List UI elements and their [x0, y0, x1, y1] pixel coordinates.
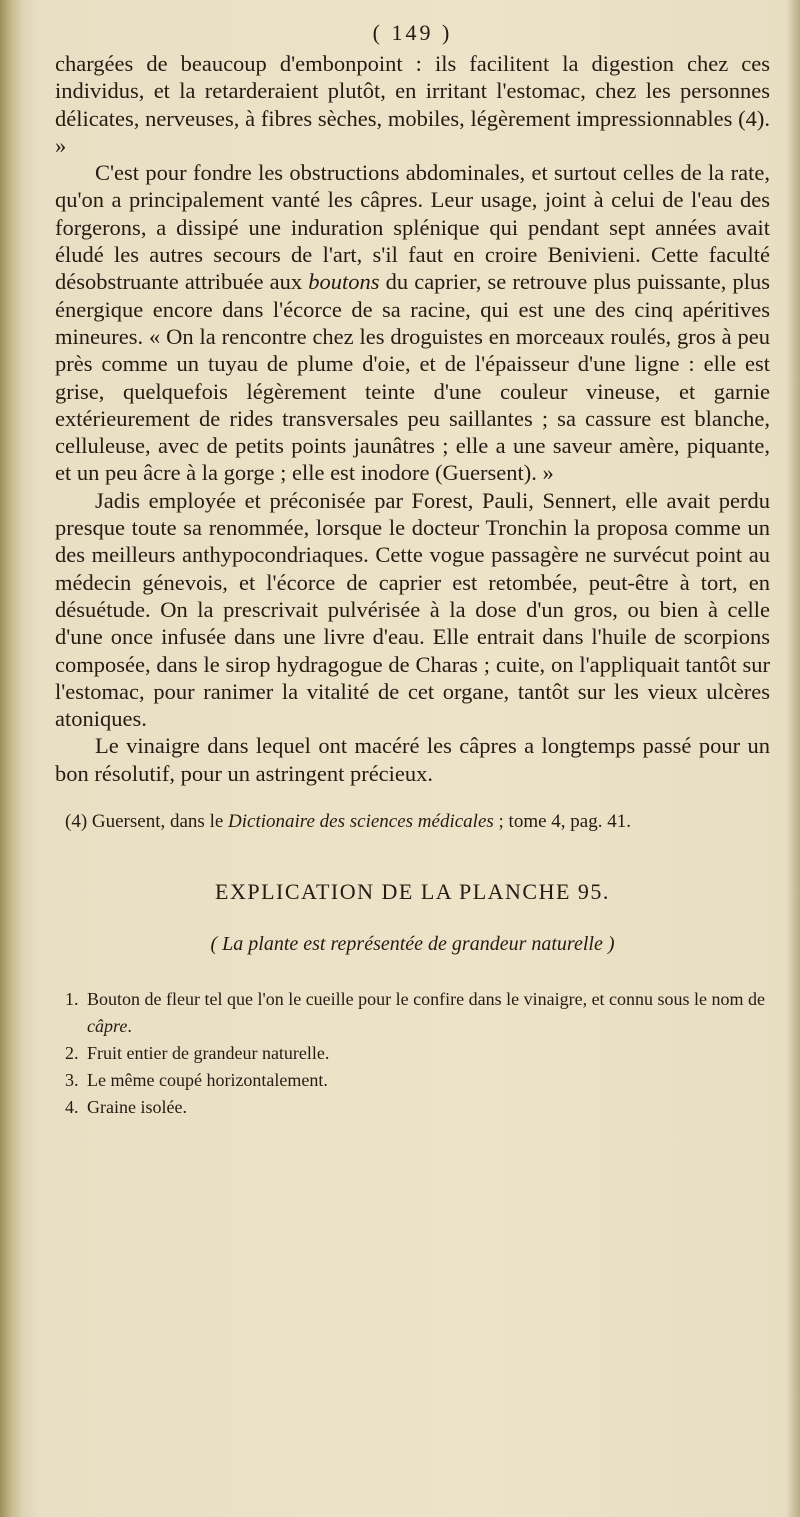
emphasis-boutons: boutons — [308, 269, 380, 295]
page-edge-left — [0, 0, 22, 1517]
page-number: ( 149 ) — [372, 20, 453, 45]
footnote-title: Dictionaire des sciences médicales — [228, 811, 494, 833]
paragraph-1: chargées de beaucoup d'embonpoint : ils facilitent la digestion chez ces individus, et la retarderaient plutôt, en irritant l'estomac, chez les personnes délicates, nerveuses, à fibres sèches, mobiles, légèrement impressionnables (4). » — [55, 51, 770, 158]
legend-item: 2. Fruit entier de grandeur naturelle. — [55, 1040, 770, 1067]
paragraph-4: Le vinaigre dans lequel ont macéré les câpres a longtemps passé pour un bon résolutif, pour un astringent précieux. — [55, 733, 770, 786]
legend-item: 1. Bouton de fleur tel que l'on le cueille pour le confire dans le vinaigre, et connu sous le nom de câpre. — [55, 986, 770, 1040]
legend-number: 4. — [65, 1097, 79, 1118]
legend-number: 2. — [65, 1043, 79, 1064]
footnote: (4) Guersent, dans le Dictionaire des sciences médicales ; tome 4, pag. 41. — [65, 811, 631, 833]
legend-number: 3. — [65, 1070, 79, 1091]
plate-legend — [55, 986, 770, 1121]
legend-number: 1. — [65, 989, 79, 1010]
plate-subtitle: ( La plante est représentée de grandeur naturelle ) — [210, 933, 615, 956]
paragraph-3: Jadis employée et préconisée par Forest, Pauli, Sennert, elle avait perdu presque toute sa renommée, lorsque le docteur Tronchin la proposa comme un des meilleurs anthypocondriaques. Cette vogue passagère ne survécut point au médecin génevois, et l'écorce de caprier est retombée, peut-être à tort, en désuétude. On la prescrivait pulvérisée à la dose d'un gros, ou bien à celle d'une once infusée dans une livre d'eau. Elle entrait dans l'huile de scorpions composée, dans le sirop hydragogue de Charas ; cuite, on l'appliquait tantôt sur l'estomac, pour ranimer la vitalité de cet organe, tantôt sur les vieux ulcères atoniques. — [55, 487, 770, 732]
body-text — [55, 50, 770, 787]
section-title: EXPLICATION DE LA PLANCHE 95. — [215, 879, 610, 905]
page-edge-right — [786, 0, 800, 1517]
text-block — [55, 20, 770, 1121]
legend-item: 3. Le même coupé horizontalement. — [55, 1067, 770, 1094]
paragraph-2: C'est pour fondre les obstructions abdominales, et surtout celles de la rate, qu'on a principalement vanté les câpres. Leur usage, joint à celui de l'eau des forgerons, a dissipé une induration splénique qui pendant sept années avait éludé les autres secours de l'art, s'il faut en croire Benivieni. Cette faculté désobstruante attribuée aux boutons du caprier, se retrouve plus puissante, plus énergique encore dans l'écorce de sa racine, qui est une des cinq apéritives mineures. « On la rencontre chez les droguistes en morceaux roulés, gros à peu près comme un tuyau de plume d'oie, et de l'épaisseur d'une ligne : elle est grise, quelquefois légèrement teinte d'une couleur vineuse, et garnie extérieurement de rides transversales peu saillantes ; sa cassure est blanche, celluleuse, avec de petits points jaunâtres ; elle a une saveur amère, piquante, et un peu âcre à la gorge ; elle est inodore (Guersent). » — [55, 160, 770, 486]
legend-item: 4. Graine isolée. — [55, 1094, 770, 1121]
